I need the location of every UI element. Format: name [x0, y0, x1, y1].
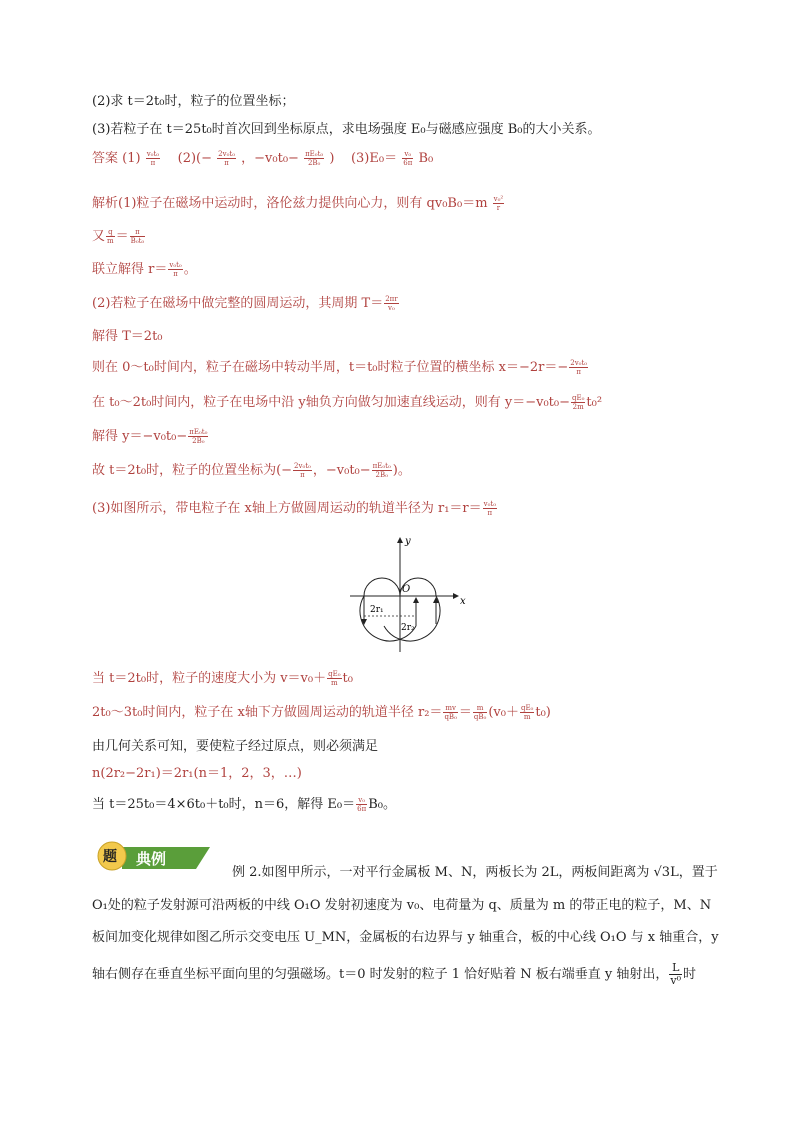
answer-line: 答案 (1) $\frac{\text{v₀t₀}}{\pi}$ (2)(− $\frac{\text{2v₀t₀}}{\pi}$ ，−v₀t₀− $\frac{\text{πE₀t₀}}{\text{2B₀}}$ ) (3)E₀＝ $\frac{\text{v₀}}{6\pi}$ B₀ [92, 150, 434, 167]
lower-arc-right [384, 596, 440, 641]
fraction: $\frac{mv}{\text{qB₀}}$ [444, 704, 457, 721]
upper-arc-left [364, 578, 400, 596]
fraction: $\frac{\text{v₀t₀}}{\pi}$ [483, 500, 497, 517]
fraction: $\frac{\text{v₀t₀}}{\pi}$ [169, 261, 182, 278]
fraction: $\frac{\text{v₀²}}{r}$ [493, 195, 504, 212]
fraction: $\frac{\text{qE₀}}{2m}$ [572, 394, 585, 411]
example-badge [92, 839, 210, 873]
fraction: $\frac{\text{πE₀t₀}}{\text{2B₀}}$ [189, 428, 208, 445]
origin-label: O [402, 584, 411, 595]
fraction: $\frac{m}{\text{qB₀}}$ [473, 704, 487, 721]
fraction: $\frac{\text{v₀}}{6\pi}$ [403, 150, 413, 167]
solution-line-15: 当 t＝25t₀＝4×6t₀＋t₀时，n＝6，解得 E₀＝ $\frac{\text{v₀}}{6\pi}$ B₀。 [92, 796, 396, 813]
fraction: $\frac{2\pi r}{\text{v₀}}$ [385, 295, 398, 312]
solution-line-8: 解得 y＝−v₀t₀− $\frac{\text{πE₀t₀}}{\text{2B₀}}$ [92, 428, 208, 445]
question-3: (3)若粒子在 t＝25t₀时首次回到坐标原点，求电场强度 E₀与磁感应强度 B₀的大小关系。 [92, 122, 601, 137]
badge-graphic [92, 839, 210, 873]
solution-line-3: 联立解得 r＝ $\frac{\text{v₀t₀}}{\pi}$ 。 [92, 261, 197, 278]
fraction: $\frac{\text{2v₀t₀}}{\pi}$ [294, 462, 311, 479]
label-2r1: 2r₁ [370, 605, 384, 615]
badge-glyph: 题 [103, 849, 117, 865]
fraction: $\frac{\text{πE₀t₀}}{\text{2B₀}}$ [305, 150, 324, 167]
x-axis-label: x [460, 596, 466, 607]
label-2r2: 2r₂ [401, 623, 415, 633]
fraction: $\frac{\text{πE₀t₀}}{\text{2B₀}}$ [372, 462, 391, 479]
fraction: $\frac{\text{qE₀}}{m}$ [520, 704, 534, 721]
fraction: $\frac{L}{\text{v⁰}}$ [670, 961, 682, 987]
solution-line-1: 解析(1)粒子在磁场中运动时，洛伦兹力提供向心力，则有 qv₀B₀＝m $\frac{\text{v₀²}}{r}$ [92, 195, 504, 212]
solution-line-13: 由几何关系可知，要使粒子经过原点，则必须满足 [92, 739, 379, 754]
solution-line-2: 又 $\frac{q}{m}$ ＝ $\frac{\pi}{\text{B₀t₀}}$ [92, 228, 145, 245]
lower-arc [360, 596, 416, 641]
fraction: $\frac{\pi}{\text{B₀t₀}}$ [130, 228, 145, 245]
solution-line-6: 则在 0～t₀时间内，粒子在磁场中转动半周，t＝t₀时粒子位置的横坐标 x＝−2r＝− $\frac{\text{2v₀t₀}}{\pi}$ [92, 359, 588, 376]
solution-line-10: (3)如图所示，带电粒子在 x轴上方做圆周运动的轨道半径为 r₁＝r＝ $\frac{\text{v₀t₀}}{\pi}$ [92, 500, 497, 517]
fraction: $\frac{\text{qE₀}}{m}$ [328, 670, 341, 687]
example-line-3: 板间加变化规律如图乙所示交变电压 U_MN，金属板的右边界与 y 轴重合，板的中心线 O₁O 与 x 轴重合，y [92, 930, 719, 945]
question-2: (2)求 t＝2t₀时，粒子的位置坐标； [92, 94, 295, 109]
fraction: $\frac{q}{m}$ [107, 228, 114, 245]
fraction: $\frac{\text{2v₀t₀}}{\pi}$ [570, 359, 588, 376]
solution-line-11: 当 t＝2t₀时，粒子的速度大小为 v＝v₀＋ $\frac{\text{qE₀}}{m}$ t₀ [92, 670, 353, 687]
fraction: $\frac{\text{2v₀t₀}}{\pi}$ [218, 150, 236, 167]
y-axis-label: y [405, 536, 411, 547]
solution-line-14: n(2r₂−2r₁)＝2r₁(n＝1，2，3，…) [92, 766, 302, 781]
solution-line-4: (2)若粒子在磁场中做完整的圆周运动，其周期 T＝ $\frac{2\pi r}{\text{v₀}}$ [92, 295, 398, 312]
example-line-4: 轴右侧存在垂直坐标平面向里的匀强磁场。t＝0 时发射的粒子 1 恰好贴着 N 板右端垂直 y 轴射出， $\frac{L}{\text{v⁰}}$ 时 [92, 961, 697, 987]
solution-line-7: 在 t₀～2t₀时间内，粒子在电场中沿 y轴负方向做匀加速直线运动，则有 y＝−v₀t₀− $\frac{\text{qE₀}}{2m}$ t₀² [92, 394, 603, 411]
answer-label: 答案 [92, 151, 119, 166]
fraction: $\frac{\text{v₀t₀}}{\pi}$ [146, 150, 160, 167]
solution-line-9: 故 t＝2t₀时，粒子的位置坐标为(− $\frac{\text{2v₀t₀}}{\pi}$ ，−v₀t₀− $\frac{\text{πE₀t₀}}{\text{2B₀}}$ )。 [92, 462, 411, 479]
fraction: $\frac{\text{v₀}}{6\pi}$ [357, 796, 367, 813]
badge-title: 典例 [136, 850, 167, 868]
trajectory-figure [340, 532, 472, 656]
example-line-2: O₁处的粒子发射源可沿两板的中线 O₁O 发射初速度为 v₀、电荷量为 q、质量为 m 的带正电的粒子，M、N [92, 898, 712, 913]
solution-line-12: 2t₀～3t₀时间内，粒子在 x轴下方做圆周运动的轨道半径 r₂＝ $\frac{mv}{\text{qB₀}}$ ＝ $\frac{m}{\text{qB₀}}$ (v₀＋ $\frac{\text{qE₀}}{m}$ t₀) [92, 704, 551, 721]
solution-line-5: 解得 T＝2t₀ [92, 329, 163, 344]
example-line-1: 例 2.如图甲所示，一对平行金属板 M、N，两板长为 2L，两板间距离为 √3L，置于 [232, 865, 718, 880]
